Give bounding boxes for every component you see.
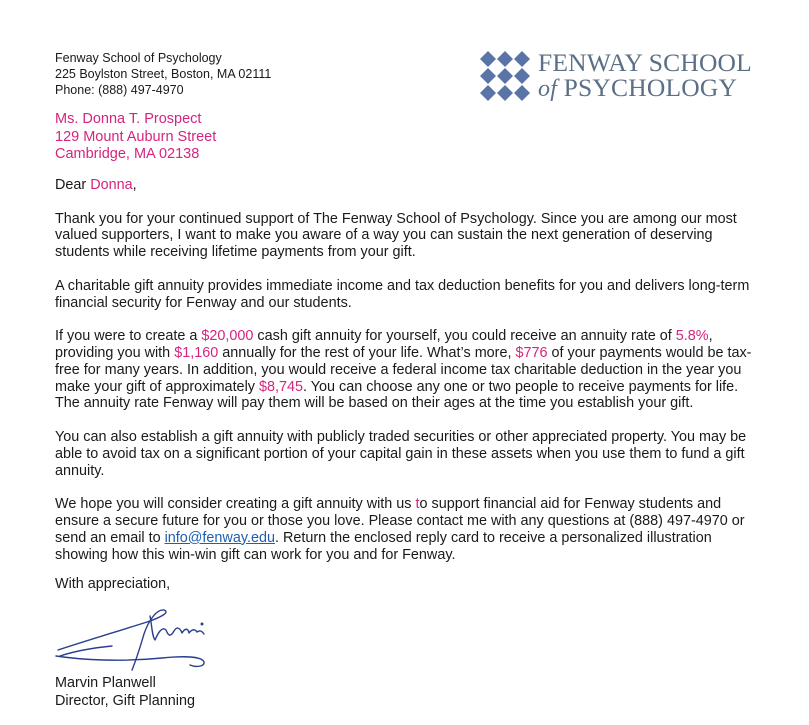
recipient-name: Ms. Donna T. Prospect: [55, 111, 202, 127]
greeting-first-name: Donna: [90, 177, 133, 193]
paragraph-1: Thank you for your continued support of The Fenway School of Psychology. Since you are among our most valued supporters, I want to make you aware of a way you can sustain the next generation of deserving students while receiving lifetime payments from your gift.: [55, 210, 737, 261]
paragraph-4: You can also establish a gift annuity with publicly traded securities or other appreciated property. You may be able to avoid tax on a significant portion of your capital gain in these assets when you use them to fund a gift annuity.: [55, 428, 747, 479]
sender-address-block: [55, 50, 271, 98]
sender-phone: Phone: (888) 497-4970: [55, 83, 184, 97]
letter-body: [55, 177, 760, 580]
p3-text-3: , providing you with: [55, 328, 713, 361]
logo-of: of: [538, 76, 558, 102]
recipient-street: 129 Mount Auburn Street: [55, 128, 217, 145]
paragraph-2: A charitable gift annuity provides immediate income and tax deduction benefits for you and delivers long-term financial security for Fenway and our students.: [55, 277, 750, 311]
p5-text-1: We hope you will consider creating a gift annuity with us: [55, 496, 416, 513]
recipient-city: Cambridge, MA 02138: [55, 146, 200, 162]
signature-image: [52, 600, 222, 675]
deduction-amount: $8,745: [258, 378, 303, 395]
logo-wordmark: [538, 50, 752, 102]
signer-title: Director, Gift Planning: [55, 692, 195, 709]
p5-text-3: . Return the enclosed reply card to receive a personalized illustration showing how this win-win gift can work for you and for Fenway.: [55, 529, 712, 563]
greeting-dear: Dear: [55, 177, 91, 193]
annual-payment: $1,160: [174, 344, 219, 361]
closing-line: With appreciation,: [55, 576, 171, 592]
p3-text-2: cash gift annuity for yourself, you could receive an annuity rate of: [253, 328, 676, 345]
p3-text-6: . You can choose any one or two people to receive payments for life. The annuity rate Fenway will pay them will be based on their ages at the time you establish your gift.: [55, 378, 739, 412]
logo-psychology: PSYCHOLOGY: [557, 73, 738, 102]
logo-line-2: [538, 75, 752, 102]
p5-pink-char: t: [415, 496, 420, 513]
logo-line-1: FENWAY SCHOOL: [538, 48, 752, 77]
sender-street: 225 Boylston Street, Boston, MA 02111: [55, 67, 272, 81]
gift-amount: $20,000: [201, 328, 254, 345]
p3-text-5: of your payments would be tax-free for many years. In addition, you would receive a federal income tax charitable deduction in the year you make your gift of approximately: [55, 344, 752, 395]
recipient-address-block: [55, 111, 216, 164]
p3-text-1: If you were to create a: [55, 328, 202, 345]
annuity-rate: 5.8%: [675, 328, 709, 345]
signer-name: Marvin Planwell: [55, 675, 156, 691]
school-logo: [480, 50, 760, 102]
p3-text-4: annually for the rest of your life. What’s more,: [218, 344, 516, 361]
signer-block: [55, 675, 195, 710]
tax-free-amount: $776: [515, 344, 548, 361]
paragraph-5: [55, 496, 760, 563]
diamond-cluster-icon: [480, 51, 530, 101]
greeting: [55, 177, 760, 194]
sender-name: Fenway School of Psychology: [55, 51, 222, 65]
email-link[interactable]: info@fenway.edu: [164, 529, 275, 546]
greeting-comma: ,: [132, 177, 137, 193]
paragraph-3: [55, 328, 760, 412]
p5-text-2: o support financial aid for Fenway students and ensure a secure future for you or those you love. Please contact me with any questions at (888) 497-4970 or send an email to: [55, 496, 745, 546]
